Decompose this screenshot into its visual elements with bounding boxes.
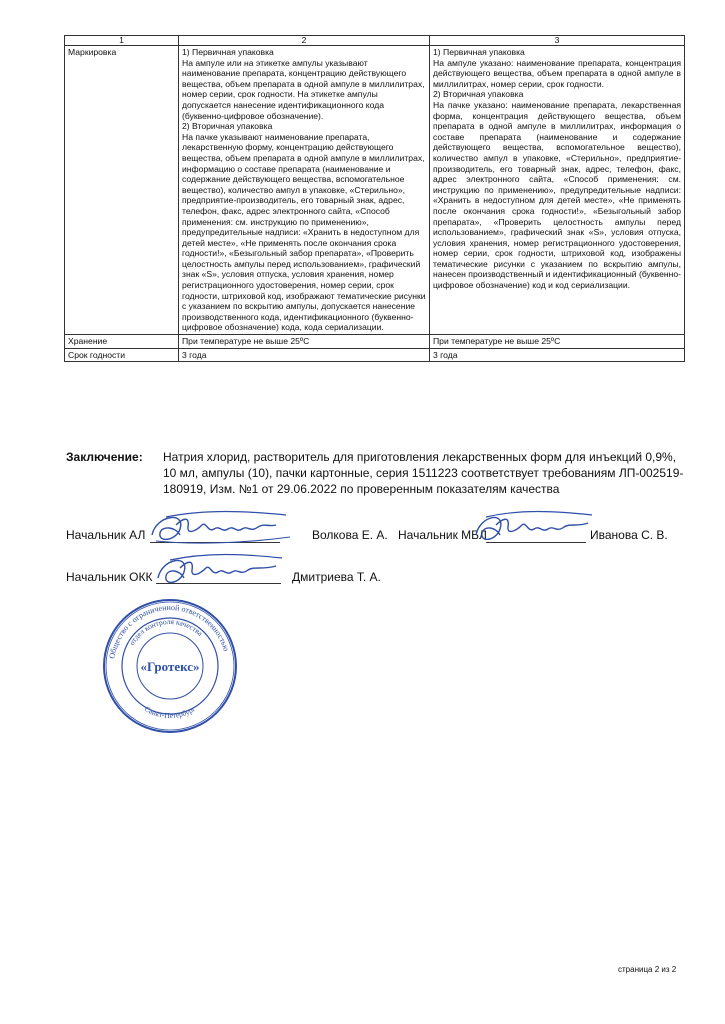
signature-mbl bbox=[470, 505, 600, 553]
row-label-marking: Маркировка bbox=[65, 46, 179, 335]
table-header-row bbox=[65, 36, 685, 46]
signature-al bbox=[146, 505, 296, 553]
table-row-shelf-life bbox=[65, 348, 685, 362]
conclusion-text: Натрия хлорид, растворитель для приготовления лекарственных форм для инъекций 0,9%, 10 мл, ампулы (10), пачки картонные, серия 1511223 соответствует требованиям ЛП-002519-180919, Изм. №1 от 29.06.2022 по проверенным показателям качества bbox=[163, 450, 684, 496]
column-header-1: 1 bbox=[65, 36, 179, 46]
table-row-marking bbox=[65, 46, 685, 335]
requirement-cell-shelf-life: 3 года bbox=[179, 348, 430, 362]
requirement-primary-text: На ампуле или на этикетке ампулы указывают наименование препарата, концентрацию действующего вещества, объем препарата в одной ампуле в миллилитрах, номер серии, срок годности. На этикетке ампулы допускается нанесение идентификационного кода (буквенно-цифровое обозначение). bbox=[182, 57, 425, 121]
company-stamp bbox=[100, 596, 240, 736]
conclusion-label: Заключение: bbox=[66, 450, 143, 464]
requirement-cell-storage: При температуре не выше 25ºС bbox=[179, 335, 430, 349]
svg-text:Общество с ограниченной ответс bbox=[107, 603, 230, 659]
signer-mbl-title: Начальник МБЛ bbox=[398, 528, 487, 542]
signer-okk-name: Дмитриева Т. А. bbox=[292, 570, 381, 584]
column-header-3: 3 bbox=[430, 36, 685, 46]
column-header-2: 2 bbox=[179, 36, 430, 46]
stamp-ring-top-text: Общество с ограниченной ответственностью bbox=[107, 602, 231, 660]
svg-text:Санкт-Петербург bbox=[143, 704, 197, 720]
signer-mbl-name: Иванова С. В. bbox=[590, 528, 668, 542]
result-secondary-heading: 2) Вторичная упаковка bbox=[433, 89, 524, 100]
result-cell-shelf-life: 3 года bbox=[430, 348, 685, 362]
result-primary-heading: 1) Первичная упаковка bbox=[433, 47, 525, 57]
signature-okk bbox=[152, 548, 292, 594]
stamp-ring-inner-text: отдел контроля качества bbox=[127, 616, 205, 647]
signer-okk-title: Начальник ОКК bbox=[66, 570, 153, 584]
page-number: страница 2 из 2 bbox=[618, 965, 677, 974]
requirement-secondary-text: На пачке указывают наименование препарата, лекарственную форму, концентрацию действующего вещества, объем препарата в одной ампуле в миллилитрах, информацию о составе препарата (наименование и содержание действующего вещества, вспомогательное вещество), количество ампул в упаковке, «Стерильно», предприятие-производитель, его товарный знак, адрес, телефон, факс, адрес электронного сайта, «Способ применения: см. инструкцию по применению», предупредительные надписи: «Хранить в недоступном для детей месте», «Не применять после окончания срока годности!», «Безыгольный забор препарата», «Проверить целостность ампулы перед использованием», графический знак «S», условия отпуска, условия хранения, номер регистрационного удостоверения, номер серии, срок годности, штриховой код, изображают тематические рисунки с указанием по вскрытию ампулы, допускается нанесение производственного кода, идентификационного (буквенно-цифровое обозначение) кода, кода сериализации. bbox=[182, 131, 426, 333]
result-primary-text: На ампуле указано: наименование препарата, концентрация действующего вещества, объем препарата в одной ампуле в миллилитрах, номер серии, срок годности. bbox=[433, 57, 681, 89]
requirement-primary-heading: 1) Первичная упаковка bbox=[182, 47, 274, 57]
requirement-secondary-heading: 2) Вторичная упаковка bbox=[182, 121, 273, 132]
stamp-center-text: «Гротекс» bbox=[140, 659, 200, 674]
row-label-shelf-life: Срок годности bbox=[65, 348, 179, 362]
signer-al-title: Начальник АЛ bbox=[66, 528, 146, 542]
signer-al-name: Волкова Е. А. bbox=[312, 528, 388, 542]
table-row-storage bbox=[65, 335, 685, 349]
result-secondary-text: На пачке указано: наименование препарата, лекарственная форма, концентрация действующего вещества, объем препарата в одной ампуле в миллилитрах, информация о составе препарата (наименование и содержание действующего вещества, вспомогательное вещество), количество ампул в упаковке, «Стерильно», предприятие-производитель, его товарный знак, адрес, телефон, факс, адрес электронного сайта, «Способ применения: см. инструкцию по применению», предупредительные надписи: «Хранить в недоступном для детей месте», «Не применять после окончания срока годности!», «Безыгольный забор препарата», «Проверить целостность ампулы перед использованием», графический знак «S», условия отпуска, условия хранения, номер регистрационного удостоверения, номер серии, срок годности, штриховой код, изображены тематические рисунки с указанием по вскрытию ампулы, нанесен производственный и идентификационный (буквенно-цифровое обозначение) код и код сериализации. bbox=[433, 99, 681, 291]
requirement-cell-marking bbox=[179, 46, 430, 335]
result-cell-storage: При температуре не выше 25ºС bbox=[430, 335, 685, 349]
specification-table bbox=[64, 35, 685, 362]
stamp-ring-bottom-text: Санкт-Петербург bbox=[143, 704, 197, 721]
row-label-storage: Хранение bbox=[65, 335, 179, 349]
result-cell-marking bbox=[430, 46, 685, 335]
